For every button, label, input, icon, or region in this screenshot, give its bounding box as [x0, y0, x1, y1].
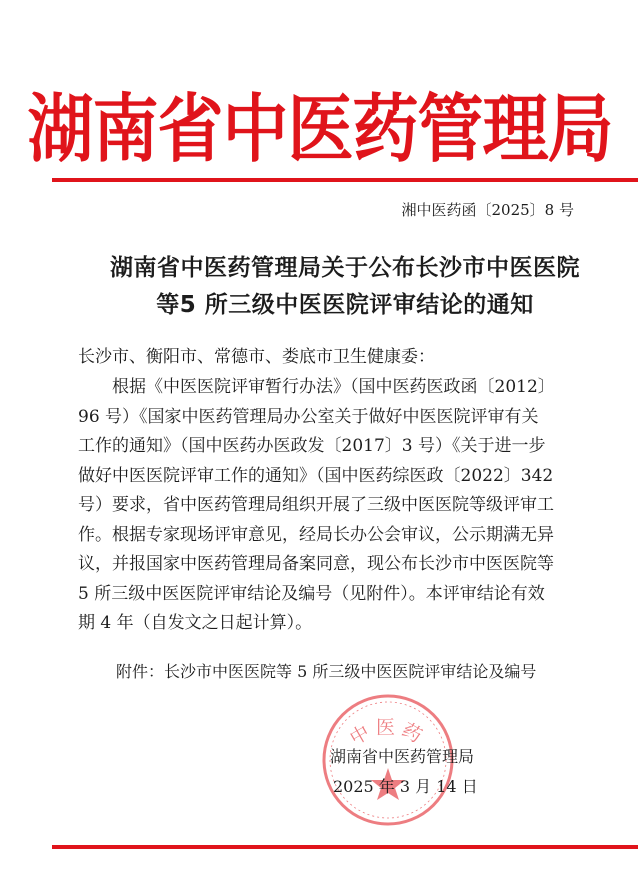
- body-line: 96 号）《国家中医药管理局办公室关于做好中医医院评审有关: [78, 406, 539, 427]
- document-number: 湘中医药函〔2025〕8 号: [401, 201, 574, 219]
- body-line: 根据《中医医院评审暂行办法》（国中医药医政函〔2012〕: [78, 377, 555, 397]
- addressee: 长沙市、衡阳市、常德市、娄底市卫生健康委：: [78, 347, 435, 367]
- notice-body: [78, 373, 602, 639]
- seal-text: 中医药: [346, 716, 430, 750]
- notice-title-line-2: 等5 所三级中医医院评审结论的通知: [156, 292, 534, 318]
- notice-title: [52, 250, 638, 324]
- body-line: 议，并报国家中医药管理局备案同意，现公布长沙市中医医院等: [78, 554, 554, 574]
- body-line: 5 所三级中医医院评审结论及编号（见附件）。本评审结论有效: [78, 583, 545, 604]
- attachment-note: 附件：长沙市中医医院等 5 所三级中医医院评审结论及编号: [116, 662, 537, 681]
- masthead-title: 湖南省中医药管理局: [27, 86, 613, 173]
- issue-date: 2025 年 3 月 14 日: [333, 777, 478, 796]
- signing-authority: 湖南省中医药管理局: [330, 747, 475, 766]
- body-line: 作。根据专家现场评审意见，经局长办公会审议，公示期满无异: [78, 524, 554, 545]
- notice-title-line-1: 湖南省中医药管理局关于公布长沙市中医医院: [110, 255, 580, 281]
- body-line: 做好中医医院评审工作的通知》（国中医药综医政〔2022〕342: [78, 465, 554, 486]
- body-line: 期 4 年（自发文之日起计算）。: [78, 613, 313, 633]
- body-line: 号）要求，省中医药管理局组织开展了三级中医医院等级评审工: [78, 495, 554, 515]
- red-header-rule: [52, 178, 638, 182]
- red-footer-rule: [52, 845, 638, 849]
- body-line: 工作的通知》（国中医药办医政发〔2017〕3 号）《关于进一步: [78, 436, 546, 456]
